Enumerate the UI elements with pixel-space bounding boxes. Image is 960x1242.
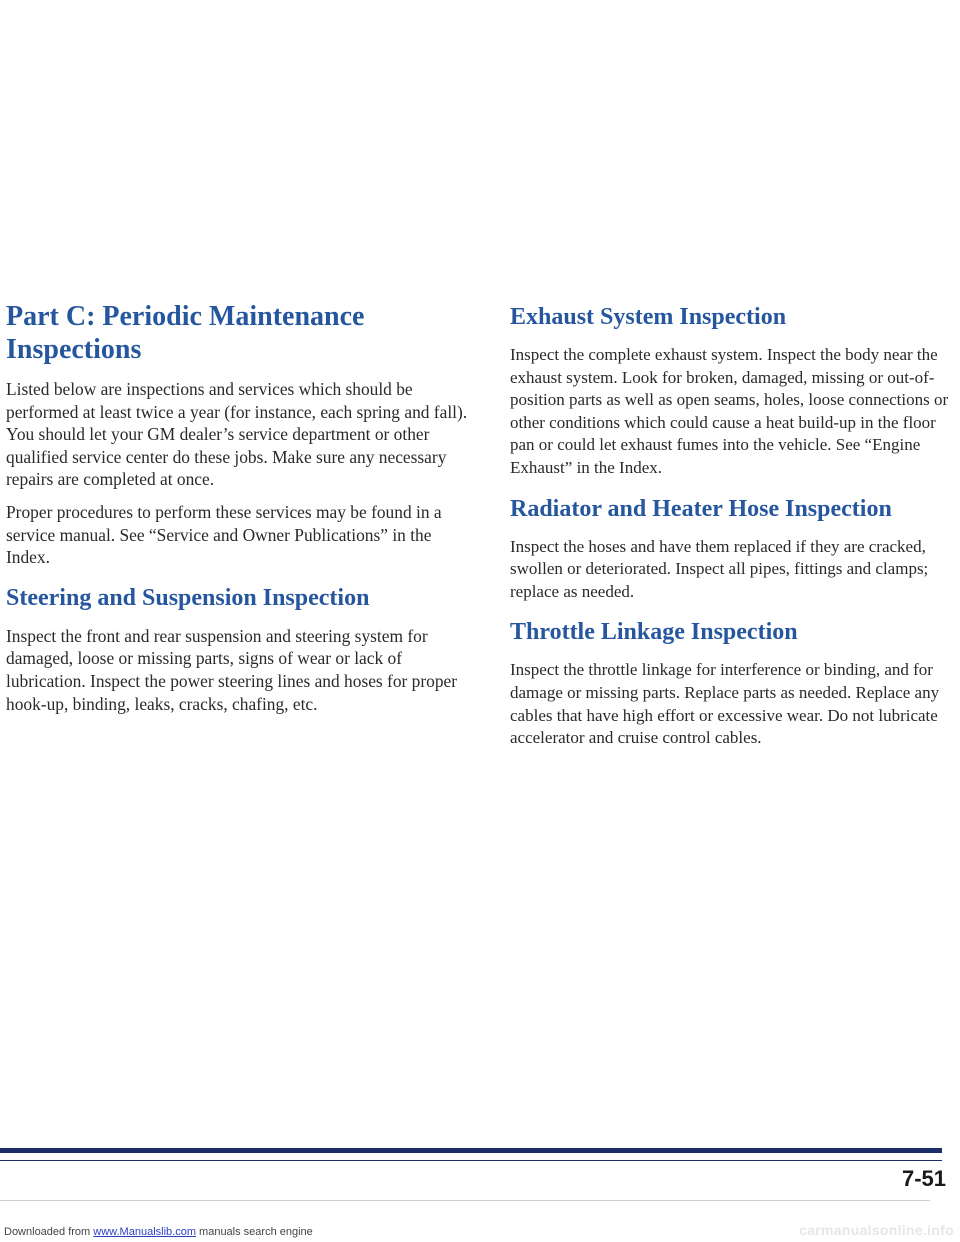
- download-notice: [4, 1226, 313, 1238]
- throttle-paragraph: Inspect the throttle linkage for interference or binding, and for damage or missing parts. Replace parts as needed. Replace any cables that have high effort or excessive wear. Do not lubricate accelerator and cruise control cables.: [510, 660, 940, 748]
- exhaust-paragraph: Inspect the complete exhaust system. Inspect the body near the exhaust system. Look for broken, damaged, missing or out-of-position parts as well as open seams, holes, loose connections or other conditions which could cause a heat build-up in the floor pan or could let exhaust fumes into the vehicle. See “Engine Exhaust” in the Index.: [510, 345, 949, 477]
- right-column: [510, 302, 958, 760]
- radiator-paragraph: Inspect the hoses and have them replaced if they are cracked, swollen or deteriorated. Inspect all pipes, fittings and clamps; replace as needed.: [510, 536, 929, 601]
- steering-paragraph: Inspect the front and rear suspension and steering system for damaged, loose or missing parts, signs of wear or lack of lubrication. Inspect the power steering lines and hoses for proper hook-up, binding, leaks, cracks, chafing, etc.: [6, 625, 458, 714]
- footer-rule-thin: [0, 1160, 942, 1161]
- steering-heading: Steering and Suspension Inspection: [6, 584, 370, 611]
- radiator-heading: Radiator and Heater Hose Inspection: [510, 495, 892, 522]
- page-title: Part C: Periodic Maintenance Inspections: [6, 301, 365, 365]
- intro-paragraph-1: Listed below are inspections and services which should be performed at least twice a year (for instance, each spring and fall). You should let your GM dealer’s service department or other qualified service center do these jobs. Make sure any necessary repairs are completed at once.: [6, 379, 468, 490]
- exhaust-heading: Exhaust System Inspection: [510, 304, 787, 330]
- page-number: 7-51: [901, 1166, 946, 1191]
- manualslib-link[interactable]: www.Manualslib.com: [93, 1226, 196, 1238]
- download-prefix: Downloaded from: [4, 1226, 91, 1238]
- throttle-heading: Throttle Linkage Inspection: [510, 619, 798, 646]
- download-suffix: manuals search engine: [195, 1226, 313, 1238]
- left-column: [6, 300, 476, 725]
- intro-paragraph-2: Proper procedures to perform these services may be found in a service manual. See “Service and Owner Publications” in the Index.: [6, 501, 442, 568]
- footer-rule-thick: [0, 1148, 942, 1153]
- site-watermark: carmanualsonline.info: [799, 1222, 954, 1238]
- footer-divider: [0, 1200, 930, 1201]
